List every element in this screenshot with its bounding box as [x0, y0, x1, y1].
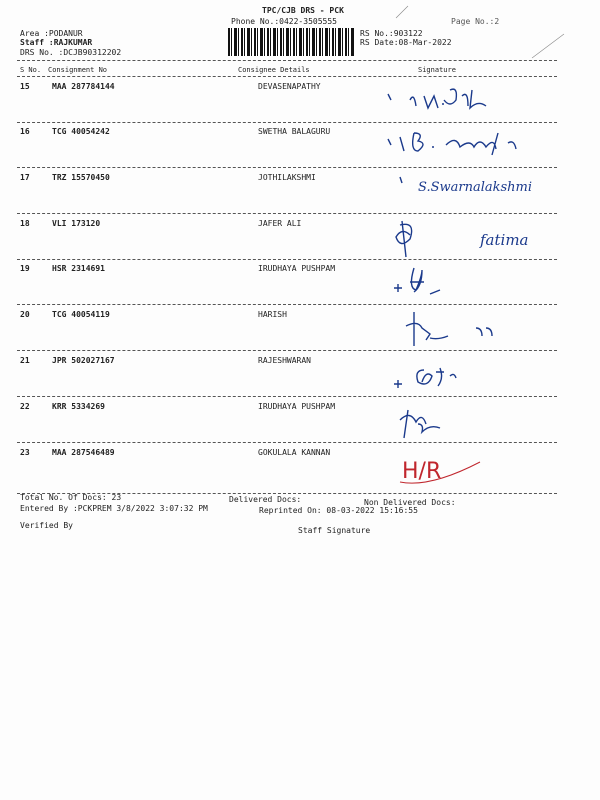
row-divider [17, 259, 557, 260]
row-sno: 16 [20, 127, 30, 136]
signature-mark [380, 82, 580, 122]
phone-number: Phone No.:0422-3505555 [231, 17, 337, 26]
verified-by: Verified By [20, 521, 73, 530]
row-consignment: TCG 40054119 [52, 310, 110, 319]
signature-mark [380, 448, 580, 488]
barcode [228, 28, 354, 56]
signature-mark [380, 356, 580, 396]
row-consignment: HSR 2314691 [52, 264, 105, 273]
row-divider [17, 350, 557, 351]
total-docs: Total No. Of Docs: 23 [20, 493, 122, 502]
row-consignment: MAA 287784144 [52, 82, 115, 91]
svg-text:H/R: H/R [402, 459, 442, 484]
row-divider [17, 122, 557, 123]
svg-text:S.Swarnalakshmi: S.Swarnalakshmi [418, 180, 533, 195]
row-signature [380, 127, 580, 167]
signature-mark [380, 264, 580, 304]
col-signature: Signature [418, 66, 456, 74]
row-consignee: JAFER ALI [258, 219, 302, 228]
row-consignee: JOTHILAKSHMI [258, 173, 316, 182]
row-consignment: MAA 287546489 [52, 448, 115, 457]
non-delivered-docs: Non Delivered Docs: [364, 498, 456, 507]
signature-mark [380, 173, 580, 213]
page-number: Page No.:2 [451, 17, 500, 26]
col-consignment: Consignment No [48, 66, 108, 74]
row-consignment: JPR 502027167 [52, 356, 115, 365]
row-consignee: HARISH [258, 310, 287, 319]
row-consignee: SWETHA BALAGURU [258, 127, 331, 136]
row-consignee: IRUDHAYA PUSHPAM [258, 402, 336, 411]
row-sno: 19 [20, 264, 30, 273]
reprinted-on: Reprinted On: 08-03-2022 15:16:55 [259, 506, 418, 515]
pen-mark [530, 30, 570, 60]
row-signature [380, 402, 580, 442]
row-signature [380, 356, 580, 396]
table-row [0, 219, 600, 263]
row-consignment: VLI 173120 [52, 219, 101, 228]
svg-text:M. Devi: M. Devi [380, 82, 385, 83]
table-row [0, 82, 600, 126]
row-signature [380, 264, 580, 304]
row-sno: 22 [20, 402, 30, 411]
document-title: TPC/CJB DRS - PCK [262, 6, 344, 15]
table-row [0, 264, 600, 308]
staff-label: Staff :RAJKUMAR [20, 38, 93, 47]
row-sno: 20 [20, 310, 30, 319]
row-sno: 17 [20, 173, 30, 182]
row-sno: 15 [20, 82, 30, 91]
row-consignment: KRR 5334269 [52, 402, 105, 411]
svg-text:fatima: fatima [480, 231, 529, 249]
row-divider [17, 167, 557, 168]
row-consignee: GOKULALA KANNAN [258, 448, 331, 457]
row-signature [380, 448, 580, 488]
rs-number: RS No.:903122 [360, 29, 423, 38]
row-divider [17, 442, 557, 443]
rs-date: RS Date:08-Mar-2022 [360, 38, 452, 47]
area-label: Area :PODANUR [20, 29, 83, 38]
drs-number: DRS No. :DCJB90312202 [20, 48, 122, 57]
row-divider [17, 396, 557, 397]
table-row [0, 173, 600, 217]
pen-mark [394, 2, 434, 22]
col-consignee: Consignee Details [238, 66, 310, 74]
signature-mark [380, 127, 580, 167]
row-divider [17, 304, 557, 305]
row-consignee: RAJESHWARAN [258, 356, 311, 365]
signature-mark [380, 310, 580, 350]
entered-by: Entered By :PCKPREM 3/8/2022 3:07:32 PM [20, 504, 208, 513]
table-row [0, 402, 600, 446]
row-consignee: DEVASENAPATHY [258, 82, 321, 91]
row-divider [17, 213, 557, 214]
signature-mark [380, 402, 580, 442]
table-row [0, 127, 600, 171]
signature-mark [380, 219, 580, 259]
row-consignment: TRZ 15570450 [52, 173, 110, 182]
row-signature [380, 82, 580, 122]
row-sno: 18 [20, 219, 30, 228]
table-row [0, 448, 600, 492]
row-consignment: TCG 40054242 [52, 127, 110, 136]
row-signature [380, 310, 580, 350]
table-row [0, 310, 600, 354]
staff-signature: Staff Signature [298, 526, 371, 535]
row-signature [380, 173, 580, 213]
row-consignee: IRUDHAYA PUSHPAM [258, 264, 336, 273]
row-sno: 21 [20, 356, 30, 365]
row-signature [380, 219, 580, 259]
table-row [0, 356, 600, 400]
col-sno: S No. [20, 66, 42, 74]
delivered-docs: Delivered Docs: [229, 495, 302, 504]
row-sno: 23 [20, 448, 30, 457]
svg-text:B. swetha: B. swetha [380, 127, 386, 128]
